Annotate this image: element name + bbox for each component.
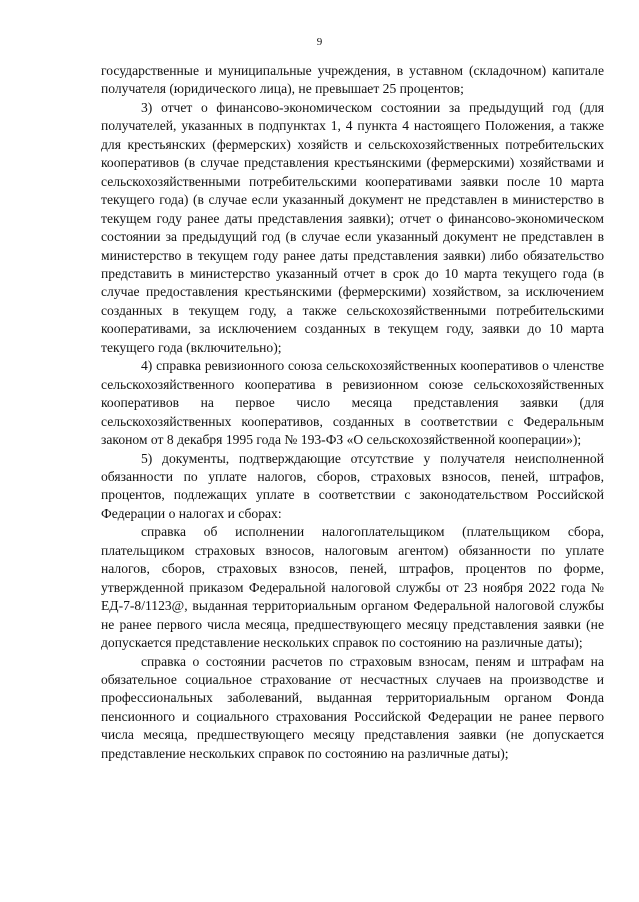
paragraph-tax-certificate: справка об исполнении налогоплательщиком (плательщиком сбора, плательщиком страховых взносов, налоговым агентом) обязанности по уплате налогов, сборов, страховых взносов, пеней, штрафов, процентов по форме, утвержденной приказом Федеральной налоговой службы от 23 ноября 2022 года № ЕД-7-8/1123@, выданная территориальным органом Федеральной налоговой службы не ранее первого числа месяца, предшествующего месяцу представления заявки (не допускается представление нескольких справок по состоянию на различные даты); — [101, 524, 604, 651]
paragraph-item-5-tax-documents: 5) документы, подтверждающие отсутствие у получателя неисполненной обязанности по уплате налогов, сборов, страховых взносов, пеней, штрафов, процентов, подлежащих уплате в соответствии с законодательством Российской Федерации о налогах и сборах: — [101, 450, 604, 521]
paragraph-continuation: государственные и муниципальные учреждения, в уставном (складочном) капитале получателя (юридического лица), не превышает 25 процентов; — [101, 63, 604, 97]
document-body — [101, 62, 604, 763]
paragraph-item-4-audit-union-certificate: 4) справка ревизионного союза сельскохозяйственных кооперативов о членстве сельскохозяйственного кооператива в ревизионном союзе сельскохозяйственных кооперативов на первое число месяца представления заявки (для сельскохозяйственных кооперативов, созданных в соответствии с Федеральным законом от 8 декабря 1995 года № 193-ФЗ «О сельскохозяйственной кооперации»); — [101, 358, 604, 448]
paragraph-insurance-certificate: справка о состоянии расчетов по страховым взносам, пеням и штрафам на обязательное социальное страхование от несчастных случаев на производстве и профессиональных заболеваний, выданная территориальным органом Фонда пенсионного и социального страхования Российской Федерации не ранее первого числа месяца, предшествующего месяцу представления заявки (не допускается представление нескольких справок по состоянию на различные даты); — [101, 653, 604, 761]
page-number: 9 — [316, 36, 323, 48]
paragraph-item-3-financial-report: 3) отчет о финансово-экономическом состоянии за предыдущий год (для получателей, указанных в подпунктах 1, 4 пункта 4 настоящего Положения, а также для крестьянских (фермерских) хозяйств и сельскохозяйственных потребительских кооперативов (в случае представления крестьянскими (фермерскими) хозяйствами и сельскохозяйственными потребительскими кооперативами заявки после 10 марта текущего года) (в случае если указанный документ не представлен в министерство в текущем году ранее даты представления заявки); отчет о финансово-экономическом состоянии за предыдущий год (в случае если указанный документ не представлен в министерство в текущем году ранее даты представления заявки) либо обязательство представить в министерство указанный отчет в срок до 10 марта текущего года (в случае предоставления крестьянскими (фермерскими) хозяйством, за исключением созданных в текущем году, а также сельскохозяйственными потребительскими кооперативами, за исключением созданных в текущем году, заявки до 10 марта текущего года (включительно); — [101, 99, 604, 355]
